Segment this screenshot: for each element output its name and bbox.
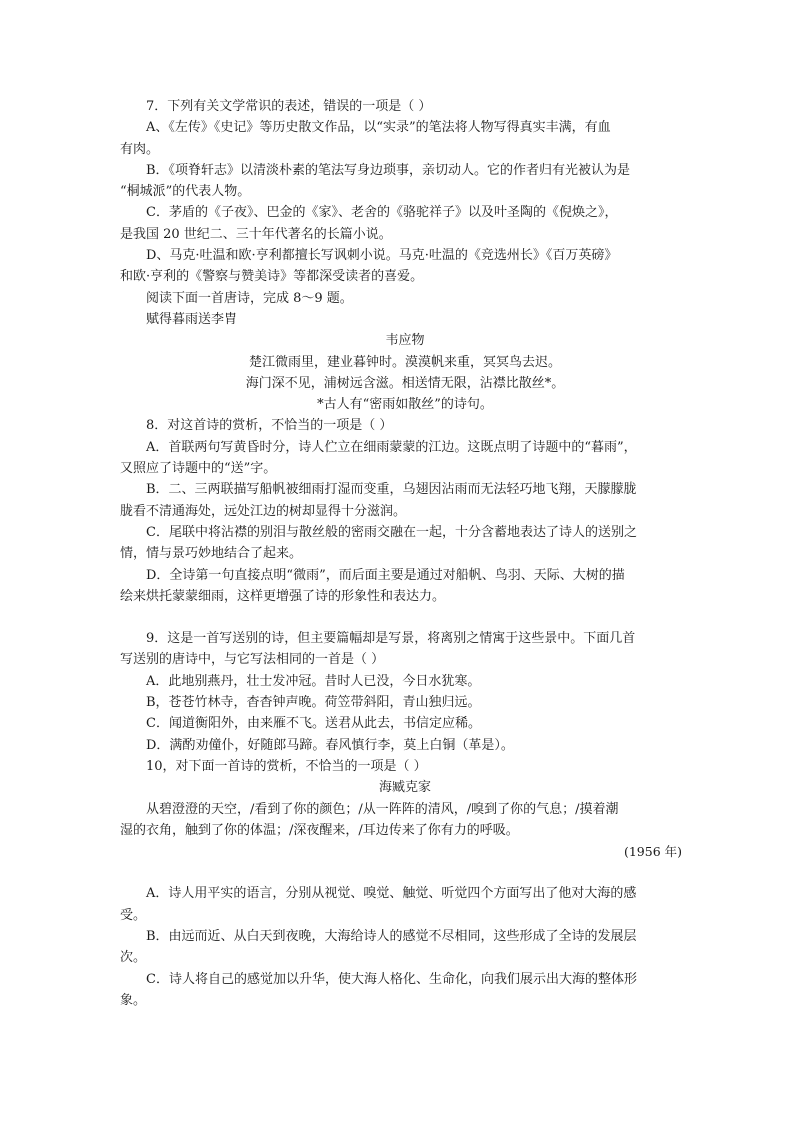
q7-option-c: C．茅盾的《子夜》、巴金的《家》、老舍的《骆驼祥子》以及叶圣陶的《倪焕之》， [146, 205, 618, 221]
q9-stem: 9．这是一首写送别的诗，但主要篇幅却是写景，将离别之情寓于这些景中。下面几首 [146, 631, 636, 647]
poem1-author: 韦应物 [385, 333, 425, 349]
q10-option-b: B．由远而近、从白天到夜晚，大海给诗人的感觉不尽相同，这些形成了全诗的发展层 [146, 928, 637, 944]
q9-option-a: A．此地别燕丹，壮士发冲冠。昔时人已没，今日水犹寒。 [146, 673, 481, 689]
spacer [120, 607, 690, 628]
q8-option-b: B．二、三两联描写船帆被细雨打湿而变重，乌翅因沾雨而无法轻巧地飞翔，天朦朦胧 [146, 482, 637, 498]
q7-option-a-cont: 有肉。 [120, 141, 160, 157]
q10-option-b-cont: 次。 [120, 950, 147, 966]
q8-option-d: D．全诗第一句直接点明“微雨”，而后面主要是通过对船帆、鸟羽、天际、大树的描 [146, 567, 625, 583]
q8-option-d-cont: 绘来烘托蒙蒙细雨，这样更增强了诗的形象性和表达力。 [120, 588, 446, 604]
poem2-title: 海臧克家 [378, 780, 431, 796]
q7-option-b: B．《项脊轩志》以清淡朴素的笔法写身边琐事，亲切动人。它的作者归有光被认为是 [146, 162, 631, 178]
q10-option-a-cont: 受。 [120, 907, 147, 923]
q7-option-d-cont: 和欧·亨利的《警察与赞美诗》等都深受读者的喜爱。 [120, 269, 424, 285]
poem1-line-1: 楚江微雨里，建业暮钟时。漠漠帆来重，冥冥鸟去迟。 [248, 354, 561, 370]
q8-option-c-cont: 情，情与景巧妙地结合了起来。 [120, 546, 303, 562]
poem1-note: *古人有“密雨如散丝”的诗句。 [317, 397, 493, 413]
q10-option-a: A．诗人用平实的语言，分别从视觉、嗅觉、触觉、听觉四个方面写出了他对大海的感 [146, 886, 637, 902]
q8-option-a-cont: 又照应了诗题中的“送”字。 [120, 461, 277, 477]
q8-stem: 8．对这首诗的赏析，不恰当的一项是（ ） [146, 418, 393, 434]
poem1-line-2: 海门深不见，浦树远含滋。相送情无限，沾襟比散丝*。 [245, 375, 565, 391]
q10-stem: 10，对下面一首诗的赏析，不恰当的一项是（ ） [146, 758, 427, 774]
poem2-line-2: 湿的衣角，触到了你的体温；/深夜醒来，/耳边传来了你有力的呼吸。 [120, 822, 519, 838]
spacer [120, 862, 690, 883]
q10-option-c: C．诗人将自己的感觉加以升华，使大海人格化、生命化，向我们展示出大海的整体形 [146, 971, 637, 987]
q9-option-b: B，苍苍竹林寺，杳杳钟声晚。荷笠带斜阳，青山独归远。 [146, 695, 481, 711]
poem2-date: (1956 年) [623, 844, 682, 860]
q9-stem-cont: 写送别的唐诗中，与它写法相同的一首是（ ） [120, 652, 385, 668]
q7-option-c-cont: 是我国 20 世纪二、三十年代著名的长篇小说。 [120, 226, 392, 242]
reading-intro: 阅读下面一首唐诗，完成 8～9 题。 [146, 290, 353, 306]
q7-stem: 7．下列有关文学常识的表述，错误的一项是（ ） [146, 99, 432, 114]
q9-option-d: D．满酌劝僮仆，好随郎马蹄。春风慎行李，莫上白铜（革是）。 [146, 737, 514, 753]
q10-option-c-cont: 象。 [120, 992, 147, 1008]
q7-option-a: A、《左传》《史记》等历史散文作品，以“实录”的笔法将人物写得真实丰满，有血 [146, 120, 611, 136]
poem2-line-1: 从碧澄澄的天空，/看到了你的颜色；/从一阵阵的清风，/嗅到了你的气息；/摸着潮 [146, 801, 619, 817]
q7-option-b-cont: “桐城派”的代表人物。 [120, 184, 251, 200]
q9-option-c: C．闻道衡阳外，由来雁不飞。送君从此去，书信定应稀。 [146, 716, 481, 732]
q7-option-d: D、马克·吐温和欧·亨利都擅长写讽刺小说。马克·吐温的《竞选州长》《百万英磅》 [146, 248, 618, 264]
q8-option-b-cont: 胧看不清通海处，远处江边的树却显得十分滋润。 [120, 503, 407, 519]
q8-option-a: A．首联两句写黄昏时分，诗人伫立在细雨蒙蒙的江边。这既点明了诗题中的“暮雨”， [146, 439, 637, 455]
q8-option-c: C．尾联中将沾襟的别泪与散丝般的密雨交融在一起，十分含蓄地表达了诗人的送别之 [146, 524, 637, 540]
poem1-title: 赋得暮雨送李胄 [146, 311, 238, 327]
exam-content [120, 96, 690, 1011]
